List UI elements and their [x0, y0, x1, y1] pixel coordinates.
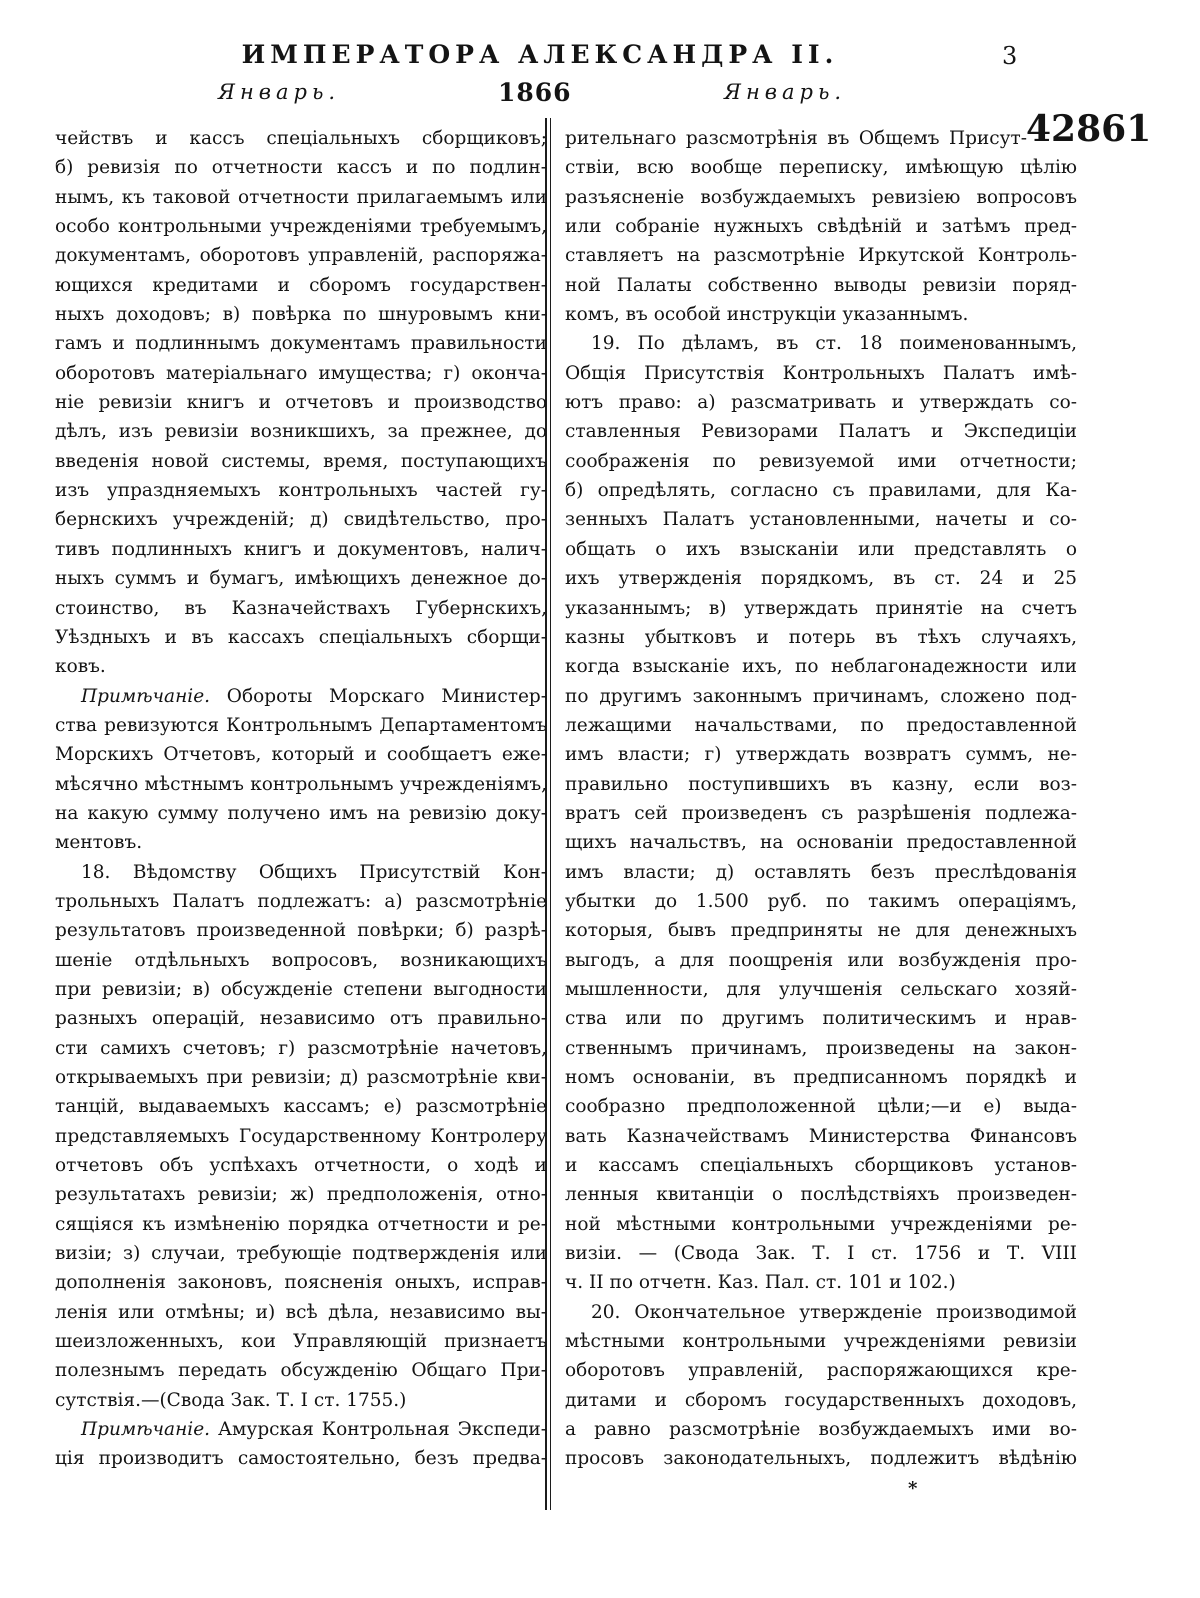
text-line: комъ, въ особой инструкціи указаннымъ. [565, 304, 969, 326]
text-line: указаннымъ; в) утверждать принятіе на счетъ [565, 597, 1077, 619]
text-line: соображенія по ревизуемой ими отчетности; [565, 450, 1077, 472]
text-line: полезнымъ передать обсужденію Общаго При- [55, 1360, 547, 1382]
text-line: ныхъ суммъ и бумагъ, имѣющихъ денежное до- [55, 568, 547, 590]
text-line: ственнымъ причинамъ, произведены на закон- [565, 1037, 1077, 1059]
text-line: введенія новой системы, время, поступающихъ [55, 450, 547, 472]
text-line: 20. Окончательное утвержденіе производимой [591, 1301, 1077, 1323]
text-line: ковъ. [55, 656, 106, 678]
text-line: имъ власти; д) оставлять безъ преслѣдованія [565, 861, 1077, 883]
text-line: стоинство, въ Казначействахъ Губернскихъ, [55, 597, 547, 619]
text-line: ства или по другимъ политическимъ и нрав- [565, 1008, 1077, 1030]
text-line: сящіяся къ измѣненію порядка отчетности и ре- [55, 1213, 547, 1235]
left-column [55, 124, 547, 1474]
text-line: ихъ утвержденія порядкомъ, въ ст. 24 и 25 [565, 568, 1077, 590]
text-line: ныхъ доходовъ; в) повѣрка по шнуровымъ кни- [55, 304, 547, 326]
text-line: б) опредѣлять, согласно съ правилами, для Ка- [565, 480, 1077, 502]
text-line: когда взысканіе ихъ, по неблагонадежности или [565, 656, 1077, 678]
text-line: документамъ, оборотовъ управленій, распоряжа- [55, 245, 547, 267]
text-line: ленныя квитанціи о послѣдствіяхъ произведен- [565, 1184, 1077, 1206]
note-lead-label: Примѣчаніе. [81, 685, 211, 707]
text-line: гамъ и подлиннымъ документамъ правильности [55, 333, 547, 355]
text-line: на какую сумму получено имъ на ревизію доку- [55, 802, 547, 824]
text-line: по другимъ законнымъ причинамъ, сложено под- [565, 685, 1077, 707]
text-line: оборотовъ матеріальнаго имущества; г) оконча- [55, 362, 547, 384]
text-line: ютъ право: а) разсматривать и утверждать со- [565, 392, 1077, 414]
text-line: Примѣчаніе. Амурская Контрольная Экспеди- [81, 1419, 547, 1441]
text-line: рительнаго разсмотрѣнія въ Общемъ Присут- [565, 128, 1027, 149]
text-line: Примѣчаніе. Обороты Морскаго Министер- [81, 685, 547, 707]
text-line: дѣлъ, изъ ревизіи возникшихъ, за прежнее, до [55, 421, 547, 443]
text-line: нымъ, къ таковой отчетности прилагаемымъ или [55, 186, 547, 208]
text-line: б) ревизія по отчетности кассъ и по подлин- [55, 157, 547, 179]
note-lead-label: Примѣчаніе. [81, 1419, 211, 1441]
text-line: танцій, выдаваемыхъ кассамъ; е) разсмотрѣніе [55, 1096, 547, 1118]
page-number: 3 [1002, 42, 1018, 70]
text-line: имъ власти; г) утверждать возвратъ суммъ, не- [565, 744, 1077, 766]
running-head-month-right: Январь. [724, 80, 847, 104]
text-line: результатовъ произведенной повѣрки; б) разрѣ- [55, 920, 547, 942]
text-line: зенныхъ Палатъ установленными, начеты и со- [565, 509, 1077, 531]
text-line: ленія или отмѣны; и) всѣ дѣла, независимо вы- [55, 1301, 547, 1323]
text-line: казны убытковъ и потерь въ тѣхъ случаяхъ, [565, 626, 1077, 648]
text-line: результатахъ ревизіи; ж) предположенія, отно- [55, 1184, 547, 1206]
text-line: сти самихъ счетовъ; г) разсмотрѣніе начетовъ, [55, 1037, 547, 1059]
text-line: шеизложенныхъ, кои Управляющій признаетъ [55, 1331, 547, 1353]
text-line: дитами и сборомъ государственныхъ доходовъ, [565, 1389, 1077, 1411]
text-line: ментовъ. [55, 832, 143, 854]
running-head-month-left: Январь. [218, 80, 341, 104]
text-line: оборотовъ управленій, распоряжающихся кре- [565, 1360, 1077, 1382]
text-line: лежащими начальствами, по предоставленной [565, 714, 1077, 736]
text-line: отчетовъ объ успѣхахъ отчетности, о ходѣ и [55, 1155, 547, 1177]
text-line: 18. Вѣдомству Общихъ Присутствій Кон- [81, 861, 547, 883]
page-title: ИМПЕРАТОРА АЛЕКСАНДРА II. [241, 40, 839, 69]
text-line: мѣсячно мѣстнымъ контрольнымъ учрежденіямъ, [55, 773, 547, 795]
text-line: открываемыхъ при ревизіи; д) разсмотрѣніе кви- [55, 1067, 547, 1088]
text-line: сутствія.—(Свода Зак. Т. I ст. 1755.) [55, 1389, 407, 1411]
text-line: тивъ подлинныхъ книгъ и документовъ, налич- [55, 538, 547, 560]
text-line: дополненія законовъ, поясненія оныхъ, исправ- [55, 1272, 547, 1294]
text-line: изъ упраздняемыхъ контрольныхъ частей гу- [55, 480, 547, 502]
text-line: общать о ихъ взысканіи или представлять о [565, 538, 1077, 560]
text-line: ставленныя Ревизорами Палатъ и Экспедиціи [565, 421, 1077, 443]
text-line: правильно поступившихъ въ казну, если воз- [565, 773, 1077, 795]
text-line: сообразно предположенной цѣли;—и е) выда- [565, 1096, 1077, 1118]
text-line: вратъ сей произведенъ съ разрѣшенія подлежа- [565, 802, 1077, 824]
text-line: ющихся кредитами и сборомъ государствен- [55, 274, 547, 296]
text-line: чействъ и кассъ спеціальныхъ сборщиковъ; [55, 128, 547, 149]
text-line: ч. II по отчетн. Каз. Пал. ст. 101 и 102.) [565, 1272, 956, 1294]
text-line: бернскихъ учрежденій; д) свидѣтельство, про- [55, 509, 547, 531]
text-line: трольныхъ Палатъ подлежатъ: а) разсмотрѣніе [55, 890, 547, 912]
right-column [565, 124, 1077, 1474]
text-line: и кассамъ спеціальныхъ сборщиковъ установ- [565, 1155, 1077, 1177]
text-line: или собраніе нужныхъ свѣдѣній и затѣмъ пред- [565, 216, 1077, 238]
text-line: разъясненіе возбуждаемыхъ ревизіею вопросовъ [565, 186, 1077, 208]
text-line: щихъ начальствъ, на основаніи предоставленной [565, 832, 1077, 854]
text-line: просовъ законодательныхъ, подлежитъ вѣдѣнію [565, 1448, 1077, 1470]
text-line: ной Палаты собственно выводы ревизіи поряд- [565, 274, 1077, 296]
text-line: а равно разсмотрѣніе возбуждаемыхъ ими во- [565, 1419, 1077, 1441]
text-line: ствіи, всю вообще переписку, имѣющую цѣлію [565, 157, 1077, 179]
text-line: Уѣздныхъ и въ кассахъ спеціальныхъ сборщи- [55, 626, 547, 648]
footnote-asterisk: * [908, 1478, 918, 1499]
text-line: ной мѣстными контрольными учрежденіями ре- [565, 1213, 1077, 1235]
text-line: представляемыхъ Государственному Контролеру [55, 1125, 547, 1147]
text-line: ставляетъ на разсмотрѣніе Иркутской Контроль- [565, 245, 1077, 267]
text-line: Общія Присутствія Контрольныхъ Палатъ имѣ- [565, 362, 1077, 384]
text-line: при ревизіи; в) обсужденіе степени выгодности [55, 978, 547, 1000]
text-line: разныхъ операцій, независимо отъ правильно- [55, 1008, 547, 1030]
text-line: убытки до 1.500 руб. по такимъ операціямъ, [565, 890, 1077, 912]
text-line: 19. По дѣламъ, въ ст. 18 поименованнымъ, [591, 333, 1077, 355]
text-line: ства ревизуются Контрольнымъ Департаментомъ [55, 714, 547, 736]
text-line: ніе ревизіи книгъ и отчетовъ и производство [55, 392, 547, 414]
text-line: шеніе отдѣльныхъ вопросовъ, возникающихъ [55, 949, 547, 971]
text-line: выгодъ, а для поощренія или возбужденія про- [565, 949, 1077, 971]
text-line: ція производитъ самостоятельно, безъ предва- [55, 1448, 547, 1470]
statute-number-stamp: 42861 [1026, 108, 1152, 150]
running-head-year: 1866 [498, 78, 572, 107]
text-line: визіи; з) случаи, требующіе подтвержденія или [55, 1243, 547, 1265]
text-line: номъ основаніи, въ предписанномъ порядкѣ и [565, 1067, 1077, 1088]
text-line: Морскихъ Отчетовъ, который и сообщаетъ еже- [55, 744, 547, 766]
text-line: мышленности, для улучшенія сельскаго хозяй- [565, 978, 1077, 1000]
text-line: вать Казначействамъ Министерства Финансовъ [565, 1125, 1077, 1147]
text-line: мѣстными контрольными учрежденіями ревизіи [565, 1331, 1077, 1353]
text-line: которыя, бывъ предприняты не для денежныхъ [565, 920, 1077, 942]
text-line: визіи. — (Свода Зак. Т. I ст. 1756 и Т. VIII [565, 1243, 1077, 1265]
text-line: особо контрольными учрежденіями требуемымъ, [55, 216, 547, 238]
